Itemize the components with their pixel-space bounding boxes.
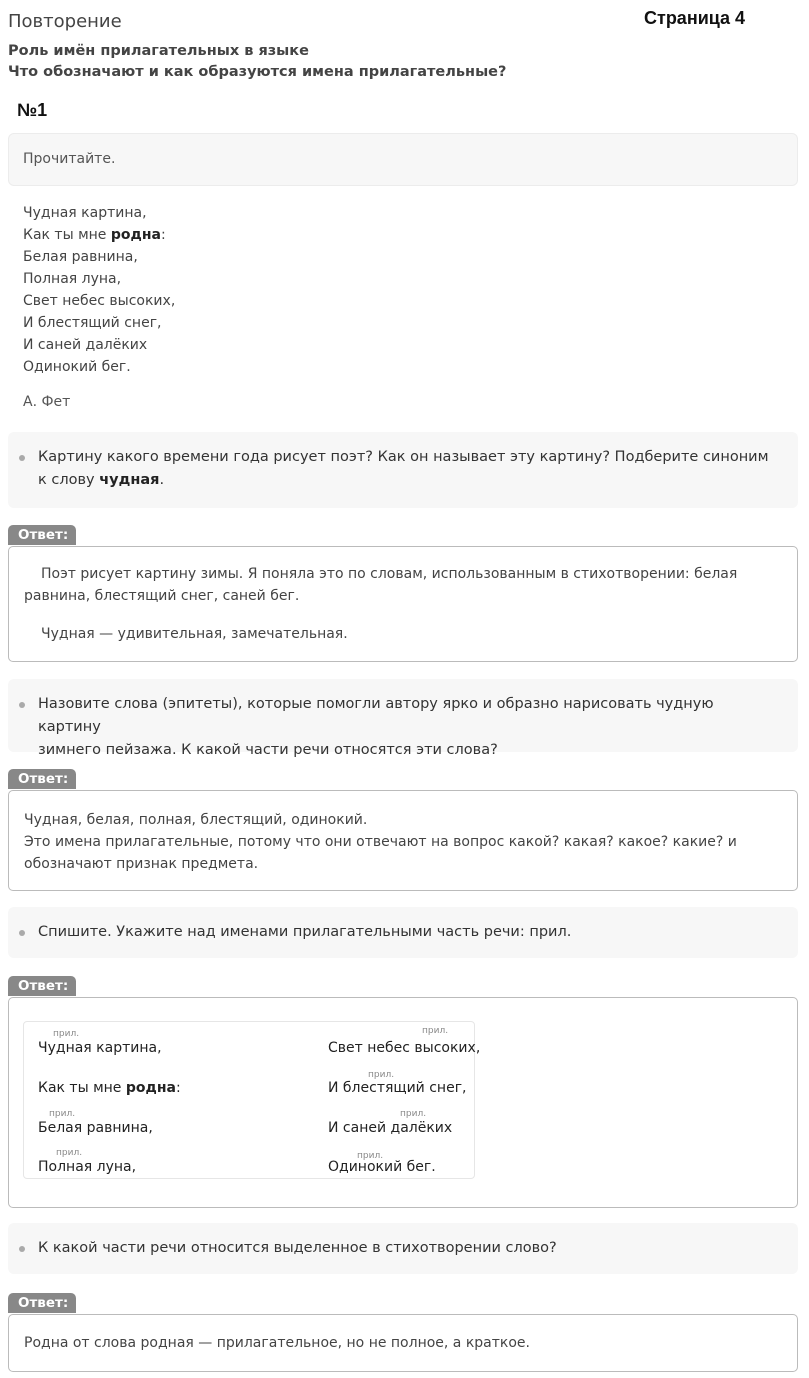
highlighted-word: родна — [110, 227, 161, 243]
question-3: Спишите. Укажите над именами прилагательными часть речи: прил. — [8, 907, 798, 958]
copied-line: Полная луна, — [38, 1159, 137, 1175]
copied-poem-card — [23, 1021, 481, 1179]
answer-label: Ответ: — [8, 1293, 76, 1313]
pril-label: прил. — [49, 1109, 76, 1119]
instruction-box: Прочитайте. — [8, 133, 798, 186]
answer-line: Родна от слова родная — прилагательное, но не полное, а краткое. — [24, 1335, 530, 1351]
bullet-icon — [19, 930, 25, 936]
topic-subtitle — [8, 41, 506, 83]
task-number: №1 — [17, 100, 48, 120]
answer-line: Чудная — удивительная, замечательная. — [41, 626, 348, 642]
answer-4 — [8, 1314, 798, 1372]
question-1: Картину какого времени года рисует поэт? Как он называет эту картину? Подберите синоним к слову чудная. — [8, 432, 798, 508]
subtitle-line-2: Что обозначают и как образуются имена прилагательные? — [8, 64, 507, 80]
question-4: К какой части речи относится выделенное в стихотворении слово? — [8, 1223, 798, 1274]
poem-line: И блестящий снег, — [23, 315, 162, 331]
answer-line: Поэт рисует картину зимы. Я поняла это по словам, использованным в стихотворении: белая — [41, 566, 738, 582]
answer-1 — [8, 546, 798, 662]
pril-label: прил. — [56, 1148, 83, 1158]
poem — [23, 202, 175, 378]
poem-line: Как ты мне родна: — [23, 227, 166, 243]
poem-author: А. Фет — [23, 394, 71, 410]
answer-line: обозначают признак предмета. — [24, 856, 259, 872]
answer-line: равнина, блестящий снег, саней бег. — [24, 588, 300, 604]
poem-line: И саней далёких — [23, 337, 148, 353]
copied-line: И блестящий снег, — [328, 1080, 467, 1096]
pril-label: прил. — [400, 1109, 427, 1119]
copied-line: Белая равнина, — [38, 1120, 153, 1136]
page-number: Страница 4 — [644, 8, 746, 28]
poem-line: Полная луна, — [23, 271, 122, 287]
answer-label: Ответ: — [8, 976, 76, 996]
copied-line: И саней далёких — [328, 1120, 453, 1136]
question-2: Назовите слова (эпитеты), которые помогли автору ярко и образно нарисовать чудную картину зимнего пейзажа. К какой части речи относятся эти слова? — [8, 679, 798, 752]
answer-line: Это имена прилагательные, потому что они отвечают на вопрос какой? какая? какое? какие? и — [24, 834, 737, 850]
poem-line: Свет небес высоких, — [23, 293, 176, 309]
answer-label: Ответ: — [8, 525, 76, 545]
copied-line: Как ты мне родна: — [38, 1080, 181, 1096]
pril-label: прил. — [368, 1070, 395, 1080]
subtitle-line-1: Роль имён прилагательных в языке — [8, 43, 309, 59]
bullet-icon — [19, 1246, 25, 1252]
answer-label: Ответ: — [8, 769, 76, 789]
poem-line: Белая равнина, — [23, 249, 138, 265]
bullet-icon — [19, 702, 25, 708]
poem-line: Одинокий бег. — [23, 359, 131, 375]
copied-line: Чудная картина, — [38, 1040, 162, 1056]
bullet-icon — [19, 455, 25, 461]
copied-line: Одинокий бег. — [328, 1159, 436, 1175]
answer-2 — [8, 790, 798, 891]
pril-label: прил. — [357, 1151, 384, 1161]
pril-label: прил. — [53, 1029, 80, 1039]
answer-line: Чудная, белая, полная, блестящий, одинокий. — [24, 812, 368, 828]
poem-line: Чудная картина, — [23, 205, 147, 221]
pril-label: прил. — [422, 1026, 449, 1036]
copied-line: Свет небес высоких, — [328, 1040, 481, 1056]
section-title: Повторение — [8, 11, 122, 32]
